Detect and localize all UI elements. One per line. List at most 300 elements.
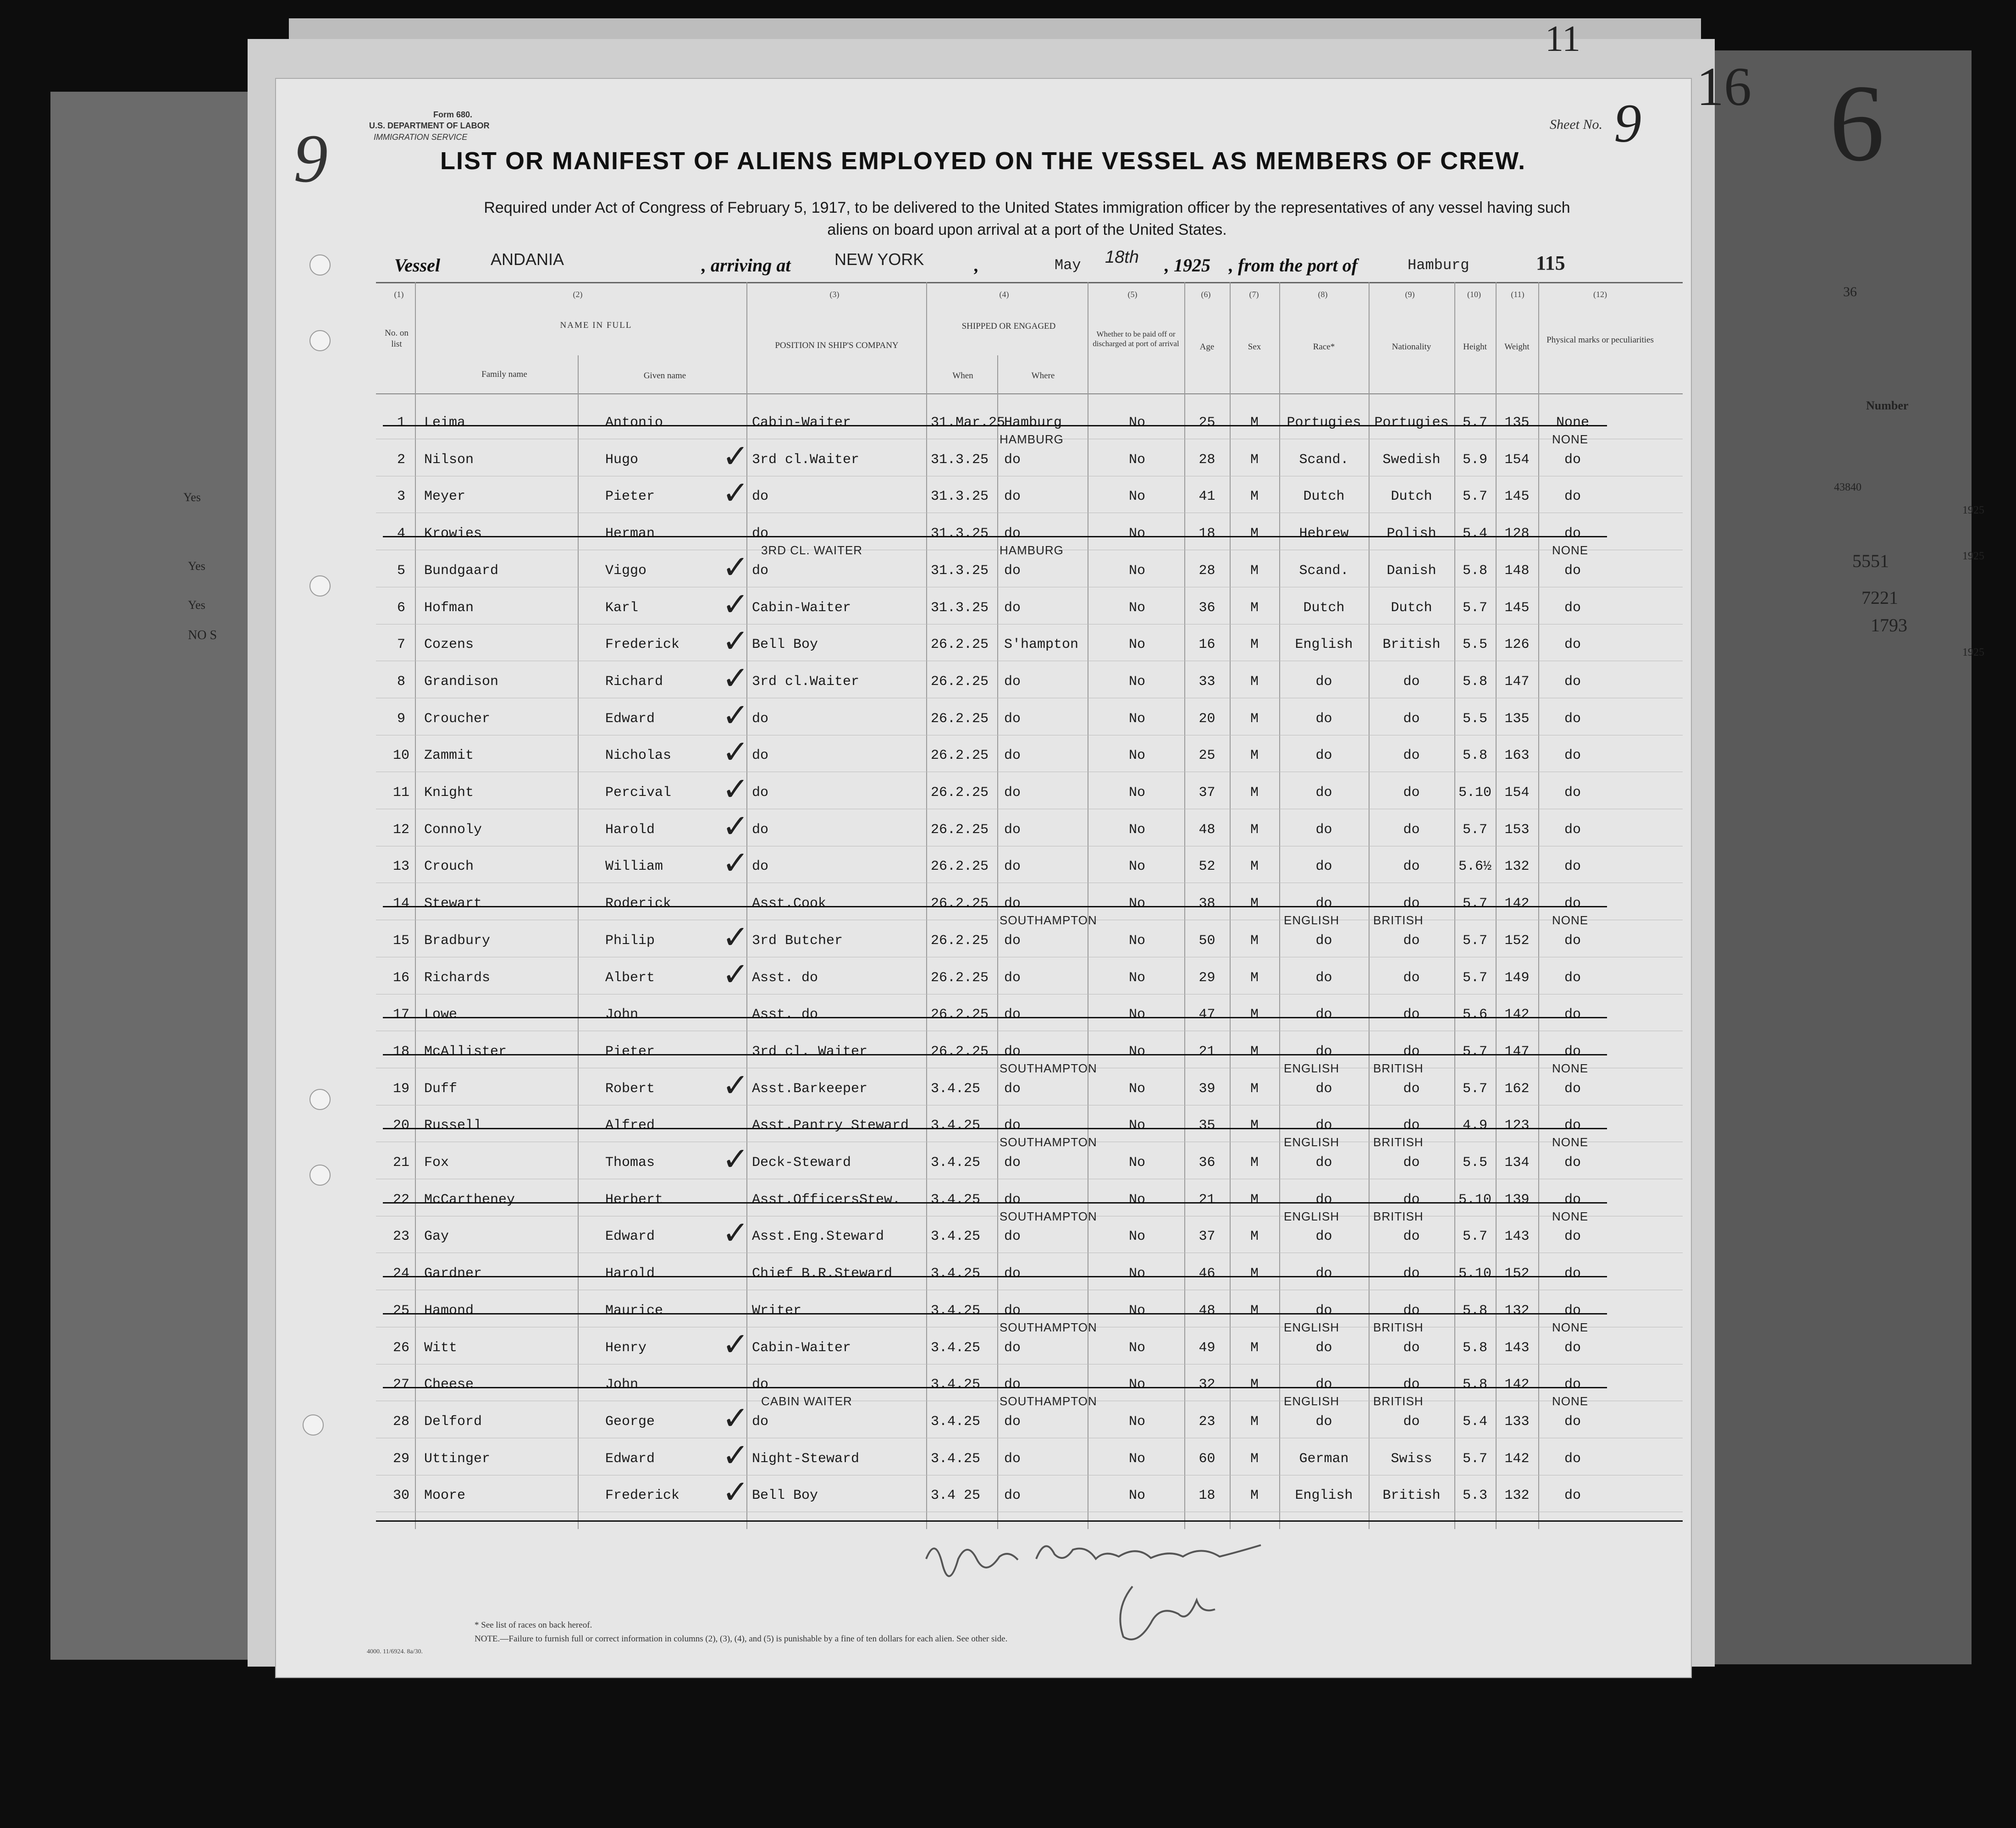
cell-nat: do	[1403, 674, 1420, 690]
service-name: IMMIGRATION SERVICE	[374, 132, 468, 142]
cell-weight: 148	[1504, 563, 1530, 579]
back-left-yes-1: Yes	[183, 491, 201, 504]
checkmark-icon: ✓	[722, 1473, 749, 1511]
cell-where: do	[1004, 600, 1021, 616]
cell-given: Harold	[605, 1266, 655, 1281]
cell-sex: M	[1250, 1007, 1259, 1022]
cell-no: 4	[397, 526, 405, 541]
cell-nat: Swiss	[1391, 1451, 1432, 1467]
checkmark-icon: ✓	[722, 474, 749, 512]
cell-sex: M	[1250, 748, 1259, 763]
back-col-36: 36	[1843, 284, 1857, 299]
cell-marks: do	[1564, 933, 1581, 949]
strike-through-line	[383, 1276, 1607, 1277]
col-num-3: (3)	[829, 290, 840, 299]
cell-paid: No	[1128, 1192, 1145, 1208]
cell-race: do	[1315, 711, 1332, 727]
cell-nat: do	[1403, 933, 1420, 949]
cell-paid: No	[1128, 674, 1145, 690]
cell-race: do	[1315, 1192, 1332, 1208]
cell-marks: do	[1564, 822, 1581, 838]
cell-when: 26.2.25	[931, 859, 989, 874]
cell-position: Asst. do	[752, 1007, 818, 1022]
checkmark-icon: ✓	[722, 437, 749, 475]
cell-no: 2	[397, 452, 405, 468]
cell-nat: do	[1403, 1266, 1420, 1281]
header-given-name: Given name	[643, 371, 686, 381]
cell-position: do	[752, 1377, 769, 1392]
cell-where: do	[1004, 970, 1021, 986]
col-divider	[926, 282, 927, 1529]
cell-no: 24	[392, 1266, 409, 1281]
cell-when: 3.4.25	[931, 1414, 981, 1430]
handwritten-annot-race: ENGLISH	[1284, 1320, 1340, 1334]
cell-sex: M	[1250, 896, 1259, 911]
cell-paid: No	[1128, 1414, 1145, 1430]
cell-height: 5.3	[1462, 1488, 1487, 1503]
cell-sex: M	[1250, 1192, 1259, 1208]
cell-no: 13	[392, 859, 409, 874]
cell-height: 5.4	[1462, 526, 1487, 541]
cell-nat: Dutch	[1391, 489, 1432, 504]
cell-height: 5.7	[1462, 415, 1487, 431]
cell-where: do	[1004, 711, 1021, 727]
cell-where: do	[1004, 1377, 1021, 1392]
cell-where: do	[1004, 1229, 1021, 1244]
cell-sex: M	[1250, 859, 1259, 874]
form-identifier	[369, 109, 490, 143]
cell-when: 3.4.25	[931, 1377, 981, 1392]
cell-marks: do	[1564, 674, 1581, 690]
cell-no: 22	[392, 1192, 409, 1208]
cell-paid: No	[1128, 637, 1145, 652]
cell-position: Bell Boy	[752, 1488, 818, 1503]
corner-mark-a: 11	[1545, 19, 1581, 59]
strike-through-line	[383, 1202, 1607, 1204]
cell-age: 48	[1199, 1303, 1215, 1319]
cell-age: 20	[1199, 711, 1215, 727]
cell-given: Pieter	[605, 489, 655, 504]
back-year-3: 1925	[1962, 646, 1984, 658]
cell-weight: 154	[1504, 785, 1530, 801]
cell-where: do	[1004, 1488, 1021, 1503]
cell-when: 31.Mar.25	[931, 415, 1005, 431]
sheet-label: Sheet No.	[1550, 117, 1602, 132]
cell-weight: 133	[1504, 1414, 1530, 1430]
corner-mark-b: 16	[1696, 56, 1751, 117]
header-sex: Sex	[1248, 342, 1261, 352]
punch-hole	[309, 575, 331, 596]
cell-nat: do	[1403, 1377, 1420, 1392]
handwritten-annot2: NONE	[1552, 1320, 1589, 1334]
cell-when: 31.3.25	[931, 600, 989, 616]
cell-sex: M	[1250, 452, 1259, 468]
cell-age: 23	[1199, 1414, 1215, 1430]
cell-marks: do	[1564, 1377, 1581, 1392]
cell-position: Asst.OfficersStew.	[752, 1192, 901, 1208]
cell-no: 1	[397, 415, 405, 431]
cell-position: do	[752, 1414, 769, 1430]
col-divider	[1538, 282, 1539, 1529]
cell-when: 26.2.25	[931, 748, 989, 763]
cell-paid: No	[1128, 1303, 1145, 1319]
cell-no: 5	[397, 563, 405, 579]
cell-given: Percival	[605, 785, 672, 801]
cell-race: do	[1315, 1377, 1332, 1392]
punch-hole	[309, 254, 331, 276]
document-title: LIST OR MANIFEST OF ALIENS EMPLOYED ON THE VESSEL AS MEMBERS OF CREW.	[440, 147, 1526, 175]
cell-height: 5.7	[1462, 1229, 1487, 1244]
cell-when: 3.4.25	[931, 1081, 981, 1097]
cell-when: 31.3.25	[931, 526, 989, 541]
cell-given: Henry	[605, 1340, 647, 1356]
col-num-12: (12)	[1593, 290, 1607, 299]
cell-nat: do	[1403, 896, 1420, 911]
header-where: Where	[1031, 371, 1055, 381]
cell-paid: No	[1128, 933, 1145, 949]
cell-given: Herbert	[605, 1192, 663, 1208]
vessel-line	[394, 254, 440, 276]
cell-race: do	[1315, 748, 1332, 763]
cell-age: 18	[1199, 1488, 1215, 1503]
arrival-day: 18th	[1105, 248, 1139, 267]
cell-given: Edward	[605, 711, 655, 727]
cell-age: 49	[1199, 1340, 1215, 1356]
cell-race: do	[1315, 970, 1332, 986]
cell-nat: Danish	[1386, 563, 1436, 579]
header-physical-marks: Physical marks or peculiarities	[1547, 335, 1654, 345]
cell-position: Deck-Steward	[752, 1155, 851, 1171]
cell-where: do	[1004, 896, 1021, 911]
cell-height: 5.7	[1462, 1081, 1487, 1097]
cell-when: 26.2.25	[931, 822, 989, 838]
cell-position: do	[752, 711, 769, 727]
cell-family: Richards	[424, 970, 491, 986]
cell-given: John	[605, 1007, 639, 1022]
handwritten-annot-nat: BRITISH	[1373, 1320, 1424, 1334]
back-sheet-left	[50, 92, 271, 1660]
checkmark-icon: ✓	[722, 918, 749, 956]
cell-race: English	[1295, 637, 1353, 652]
cell-age: 28	[1199, 452, 1215, 468]
cell-height: 5.8	[1462, 748, 1487, 763]
cell-no: 25	[392, 1303, 409, 1319]
cell-family: Nilson	[424, 452, 474, 468]
cell-nat: do	[1403, 1007, 1420, 1022]
cell-weight: 162	[1504, 1081, 1530, 1097]
cell-paid: No	[1128, 822, 1145, 838]
back-entry-4: 1793	[1871, 615, 1907, 635]
cell-paid: No	[1128, 1118, 1145, 1133]
comma-separator: ,	[974, 255, 979, 276]
cell-weight: 132	[1504, 859, 1530, 874]
cell-when: 31.3.25	[931, 563, 989, 579]
checkmark-icon: ✓	[722, 622, 749, 660]
cell-race: Portugies	[1287, 415, 1361, 431]
cell-given: Thomas	[605, 1155, 655, 1171]
strike-through-line	[383, 1313, 1607, 1314]
cell-where: S'hampton	[1004, 637, 1079, 652]
cell-when: 3.4.25	[931, 1118, 981, 1133]
cell-weight: 142	[1504, 896, 1530, 911]
cell-nat: British	[1382, 1488, 1441, 1503]
header-shipped: SHIPPED OR ENGAGED	[961, 321, 1056, 331]
cell-position: Asst.Cook	[752, 896, 827, 911]
cell-family: Krowies	[424, 526, 482, 541]
cell-paid: No	[1128, 1081, 1145, 1097]
cell-race: do	[1315, 822, 1332, 838]
cell-given: George	[605, 1414, 655, 1430]
cell-nat: British	[1382, 637, 1441, 652]
cell-nat: Portugies	[1374, 415, 1449, 431]
cell-age: 39	[1199, 1081, 1215, 1097]
cell-when: 31.3.25	[931, 452, 989, 468]
cell-where: do	[1004, 1340, 1021, 1356]
cell-sex: M	[1250, 674, 1259, 690]
cell-weight: 145	[1504, 600, 1530, 616]
handwritten-annot: SOUTHAMPTON	[1000, 1320, 1097, 1334]
handwritten-annot-race: ENGLISH	[1284, 913, 1340, 927]
cell-height: 5.4	[1462, 1414, 1487, 1430]
cell-no: 19	[392, 1081, 409, 1097]
cell-paid: No	[1128, 1155, 1145, 1171]
col-divider	[997, 355, 998, 1529]
cell-when: 31.3.25	[931, 489, 989, 504]
cell-paid: No	[1128, 970, 1145, 986]
cell-position: Chief B.R.Steward	[752, 1266, 893, 1281]
cell-age: 16	[1199, 637, 1215, 652]
cell-given: Roderick	[605, 896, 672, 911]
cell-family: Zammit	[424, 748, 474, 763]
cell-race: do	[1315, 1044, 1332, 1060]
cell-position: Cabin-Waiter	[752, 415, 851, 431]
cell-no: 3	[397, 489, 405, 504]
cell-age: 52	[1199, 859, 1215, 874]
col-num-5: (5)	[1127, 290, 1138, 299]
cell-position: Asst.Pantry Steward	[752, 1118, 909, 1133]
cell-family: Connoly	[424, 822, 482, 838]
cell-family: Hamond	[424, 1303, 474, 1319]
cell-marks: do	[1564, 785, 1581, 801]
cell-weight: 132	[1504, 1488, 1530, 1503]
cell-marks: do	[1564, 1451, 1581, 1467]
header-paid-off: Whether to be paid off or discharged at port of arrival	[1093, 330, 1179, 348]
header-weight: Weight	[1504, 342, 1530, 352]
strike-through-line	[383, 1054, 1607, 1055]
cell-weight: 123	[1504, 1118, 1530, 1133]
checkmark-icon: ✓	[722, 585, 749, 623]
arrival-year: , 1925	[1165, 255, 1210, 276]
cell-position: do	[752, 822, 769, 838]
checkmark-icon: ✓	[722, 807, 749, 845]
cell-when: 3.4 25	[931, 1488, 981, 1503]
cell-nat: do	[1403, 785, 1420, 801]
cell-sex: M	[1250, 1118, 1259, 1133]
cell-age: 60	[1199, 1451, 1215, 1467]
cell-family: Lowe	[424, 1007, 458, 1022]
cell-race: do	[1315, 1340, 1332, 1356]
cell-weight: 134	[1504, 1155, 1530, 1171]
cell-marks: do	[1564, 637, 1581, 652]
cell-age: 32	[1199, 1377, 1215, 1392]
cell-age: 21	[1199, 1192, 1215, 1208]
cell-marks: do	[1564, 1192, 1581, 1208]
cell-family: McCartheney	[424, 1192, 515, 1208]
cell-position: Asst.Barkeeper	[752, 1081, 868, 1097]
checkmark-icon: ✓	[722, 1325, 749, 1363]
cell-sex: M	[1250, 1155, 1259, 1171]
cell-marks: do	[1564, 1229, 1581, 1244]
cell-family: Meyer	[424, 489, 466, 504]
handwritten-annot2: NONE	[1552, 432, 1589, 446]
handwritten-annot2: NONE	[1552, 913, 1589, 927]
cell-weight: 142	[1504, 1377, 1530, 1392]
back-year-2: 1925	[1962, 550, 1984, 562]
cell-where: do	[1004, 933, 1021, 949]
cell-given: Albert	[605, 970, 655, 986]
cell-height: 5.7	[1462, 933, 1487, 949]
cell-height: 5.5	[1462, 637, 1487, 652]
cell-position: Night-Steward	[752, 1451, 860, 1467]
cell-marks: do	[1564, 1303, 1581, 1319]
cell-paid: No	[1128, 489, 1145, 504]
cell-family: Fox	[424, 1155, 449, 1171]
cell-race: do	[1315, 674, 1332, 690]
cell-where: do	[1004, 526, 1021, 541]
cell-position: 3rd Butcher	[752, 933, 843, 949]
cell-height: 5.9	[1462, 452, 1487, 468]
cell-where: do	[1004, 1266, 1021, 1281]
cell-sex: M	[1250, 526, 1259, 541]
cell-no: 20	[392, 1118, 409, 1133]
cell-marks: do	[1564, 970, 1581, 986]
cell-weight: 147	[1504, 1044, 1530, 1060]
cell-weight: 152	[1504, 1266, 1530, 1281]
cell-nat: do	[1403, 1414, 1420, 1430]
back-entry-2: 5551	[1852, 551, 1889, 571]
handwritten-annot-pos: 3RD CL. WAITER	[761, 543, 863, 557]
handwritten-annot: HAMBURG	[1000, 432, 1064, 446]
cell-family: Moore	[424, 1488, 466, 1503]
cell-weight: 135	[1504, 415, 1530, 431]
cell-marks: do	[1564, 1340, 1581, 1356]
cell-given: Karl	[605, 600, 639, 616]
cell-nat: do	[1403, 1155, 1420, 1171]
cell-age: 38	[1199, 896, 1215, 911]
cell-height: 5.10	[1458, 785, 1491, 801]
cell-when: 3.4.25	[931, 1266, 981, 1281]
cell-weight: 163	[1504, 748, 1530, 763]
cell-given: John	[605, 1377, 639, 1392]
cell-when: 26.2.25	[931, 1044, 989, 1060]
cell-position: do	[752, 748, 769, 763]
cell-weight: 143	[1504, 1229, 1530, 1244]
punch-hole	[309, 1165, 331, 1186]
cell-sex: M	[1250, 600, 1259, 616]
cell-height: 5.7	[1462, 896, 1487, 911]
cell-no: 26	[392, 1340, 409, 1356]
department-name: U.S. DEPARTMENT OF LABOR	[369, 121, 490, 131]
cell-no: 10	[392, 748, 409, 763]
cell-no: 18	[392, 1044, 409, 1060]
cell-weight: 145	[1504, 489, 1530, 504]
cell-paid: No	[1128, 859, 1145, 874]
cell-age: 33	[1199, 674, 1215, 690]
punch-hole	[309, 330, 331, 351]
col-num-9: (9)	[1405, 290, 1415, 299]
back-left-no: NO S	[188, 628, 217, 642]
print-code: 4000. 11/6924. 8a/30.	[367, 1648, 423, 1655]
cell-nat: do	[1403, 1118, 1420, 1133]
handwritten-annot2: NONE	[1552, 1061, 1589, 1075]
cell-age: 28	[1199, 563, 1215, 579]
cell-age: 35	[1199, 1118, 1215, 1133]
cell-race: do	[1315, 1007, 1332, 1022]
cell-marks: do	[1564, 526, 1581, 541]
handwritten-annot2: NONE	[1552, 1209, 1589, 1223]
cell-given: William	[605, 859, 663, 874]
cell-sex: M	[1250, 1488, 1259, 1503]
checkmark-icon: ✓	[722, 1399, 749, 1437]
cell-when: 3.4.25	[931, 1229, 981, 1244]
cell-where: do	[1004, 674, 1021, 690]
arrival-month: May	[1055, 257, 1081, 274]
header-age: Age	[1199, 342, 1215, 352]
cell-nat: do	[1403, 859, 1420, 874]
cell-age: 36	[1199, 1155, 1215, 1171]
cell-where: do	[1004, 748, 1021, 763]
cell-marks: do	[1564, 452, 1581, 468]
cell-sex: M	[1250, 1451, 1259, 1467]
cell-no: 15	[392, 933, 409, 949]
cell-paid: No	[1128, 1377, 1145, 1392]
corner-mark-c: 6	[1829, 62, 1884, 184]
handwritten-annot-nat: BRITISH	[1373, 1061, 1424, 1075]
cell-when: 3.4.25	[931, 1340, 981, 1356]
handwritten-annot-nat: BRITISH	[1373, 913, 1424, 927]
cell-height: 5.8	[1462, 674, 1487, 690]
header-no-on-list: No. on list	[385, 328, 409, 349]
cell-family: Duff	[424, 1081, 458, 1097]
form-number: Form 680.	[433, 110, 473, 119]
cell-weight: 132	[1504, 1303, 1530, 1319]
handwritten-annot-nat: BRITISH	[1373, 1209, 1424, 1223]
cell-no: 7	[397, 637, 405, 652]
vessel-label: Vessel	[394, 255, 440, 276]
punch-hole	[309, 1089, 331, 1110]
handwritten-annot-nat: BRITISH	[1373, 1394, 1424, 1408]
cell-position: do	[752, 526, 769, 541]
arrival-port: NEW YORK	[834, 250, 924, 269]
cell-no: 12	[392, 822, 409, 838]
cell-given: Richard	[605, 674, 663, 690]
col-num-1: (1)	[394, 290, 404, 299]
cell-marks: do	[1564, 896, 1581, 911]
cell-height: 5.8	[1462, 563, 1487, 579]
cell-when: 26.2.25	[931, 1007, 989, 1022]
cell-given: Viggo	[605, 563, 647, 579]
cell-age: 29	[1199, 970, 1215, 986]
handwritten-annot: SOUTHAMPTON	[1000, 913, 1097, 927]
cell-where: do	[1004, 1303, 1021, 1319]
cell-age: 18	[1199, 526, 1215, 541]
cell-marks: do	[1564, 711, 1581, 727]
strike-through-line	[383, 906, 1607, 907]
cell-given: Philip	[605, 933, 655, 949]
cell-nat: do	[1403, 1340, 1420, 1356]
cell-given: Frederick	[605, 1488, 680, 1503]
cell-weight: 128	[1504, 526, 1530, 541]
